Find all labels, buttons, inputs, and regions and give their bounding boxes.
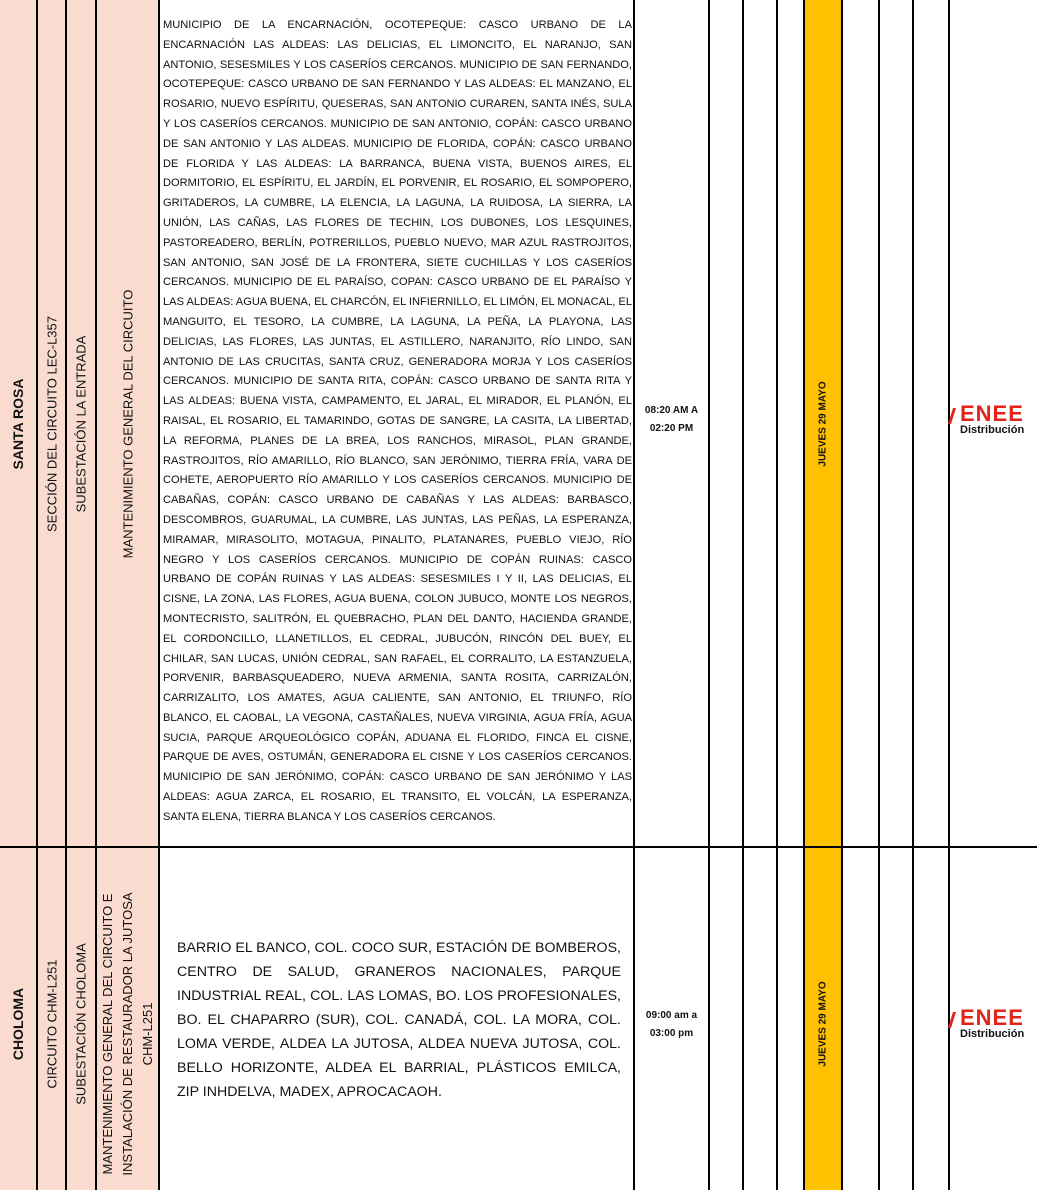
enee-logo	[948, 1006, 1037, 1046]
work-label	[98, 892, 158, 1175]
work-cell	[97, 848, 160, 1190]
work-label-line: MANTENIMIENTO GENERAL DEL CIRCUITO E	[99, 893, 115, 1175]
work-label-line: CHM-L251	[139, 1002, 155, 1066]
circuit-cell	[38, 0, 67, 847]
day-label: JUEVES 29 MAYO	[817, 380, 829, 467]
day-label: JUEVES 29 MAYO	[817, 981, 829, 1067]
enee-logo-sub: Distribución	[960, 424, 1025, 436]
schedule-row-2	[0, 848, 1037, 1190]
enee-logo-word: ENEE	[960, 1006, 1024, 1030]
day-cell	[805, 848, 843, 1190]
time-cell	[635, 0, 710, 847]
time-range	[635, 1007, 708, 1043]
empty-cell	[880, 848, 914, 1190]
region-cell	[0, 0, 38, 847]
empty-cell	[914, 0, 950, 847]
empty-cell	[880, 0, 914, 847]
work-cell	[97, 0, 160, 847]
time-start: 09:00 am a	[645, 1010, 698, 1021]
enee-logo	[948, 402, 1037, 442]
circuit-label: CIRCUITO CHM-L251	[44, 959, 59, 1089]
work-label-line: INSTALACIÓN DE RESTAURADOR LA JUTOSA	[119, 892, 135, 1176]
empty-cell	[843, 0, 880, 847]
substation-label: SUBESTACIÓN LA ENTRADA	[73, 335, 89, 512]
empty-cell	[744, 0, 778, 847]
time-end: 03:00 pm	[649, 1028, 694, 1039]
areas-cell	[160, 848, 635, 1190]
region-label: SANTA ROSA	[10, 378, 26, 469]
empty-cell	[778, 0, 805, 847]
substation-cell	[67, 0, 97, 847]
empty-cell	[778, 848, 805, 1190]
areas-cell	[160, 0, 635, 847]
empty-cell	[914, 848, 950, 1190]
substation-label: SUBESTACIÓN CHOLOMA	[73, 943, 89, 1105]
affected-areas-text: MUNICIPIO DE LA ENCARNACIÓN, OCOTEPEQUE: CASCO URBANO DE LA ENCARNACIÓN LAS ALDEAS: LAS DELICIAS, EL LIMONCITO, EL NARANJO, SAN ANTONIO, SESESMILES Y LOS CASERÍOS CERCANOS. MUNICIPIO DE SAN FERNANDO, OCOTEPEQUE: CASCO URBANO DE SAN FERNANDO Y LAS ALDEAS: EL MANZANO, EL ROSARIO, NUEVO ESPÍRITU, QUESERAS, SAN ANTONIO CURAREN, SANTA INÉS, SULA Y LOS CASERÍOS CERCANOS. MUNICIPIO DE SAN ANTONIO, COPÁN: CASCO URBANO DE SAN ANTONIO Y LAS ALDEAS. MUNICIPIO DE FLORIDA, COPÁN: CASCO URBANO DE FLORIDA Y LAS ALDEAS: LA BARRANCA, BUENA VISTA, BUENOS AIRES, EL DORMITORIO, EL ESPÍRITU, EL JARDÍN, EL PORVENIR, EL ROSARIO, EL SOMPOPERO, GRITADEROS, LA CUMBRE, LA ELENCIA, LA LAGUNA, LA RUIDOSA, LA SIERRA, LA UNIÓN, LAS CAÑAS, LAS FLORES DE TECHIN, LOS DUBONES, LOS LESQUINES, PASTOREADERO, BERLÍN, POTRERILLOS, PUEBLO NUEVO, MAR AZUL RASTROJITOS, SAN ANTONIO, SAN JOSÉ DE LA FRONTERA, SIETE CUCHILLAS Y LOS CASERÍOS CERCANOS. MUNICIPIO DE EL PARAÍSO, COPAN: CASCO URBANO DE EL PARAÍSO Y LAS ALDEAS: AGUA BUENA, EL CHARCÓN, EL INFIERNILLO, EL LIMÓN, EL MONACAL, EL MANGUITO, EL TESORO, LA CUMBRE, LA LAGUNA, LA PEÑA, LA PLAYONA, LAS DELICIAS, LAS FLORES, LAS JUNTAS, EL ASTILLERO, NARANJITO, RÍO LINDO, SAN ANTONIO DE LAS CRUCITAS, SANTA CRUZ, GENERADORA MORJA Y LOS CASERÍOS CERCANOS. MUNICIPIO DE SANTA RITA, COPÁN: CASCO URBANO DE SANTA RITA Y LAS ALDEAS: BUENA VISTA, CAMPAMENTO, EL JARAL, EL MIRADOR, EL PLANÓN, EL RAISAL, EL ROSARIO, EL TAMARINDO, GOTAS DE SANGRE, LA CASITA, LA LIBERTAD, LA REFORMA, PLANES DE LA BREA, LOS RANCHOS, MIRASOL, PLAN GRANDE, RASTROJITOS, RÍO AMARILLO, RÍO BLANCO, SAN JERÓNIMO, TIERRA FRÍA, VARA DE COHETE, AEROPUERTO RÍO AMARILLO Y LOS CASERÍOS CERCANOS. MUNICIPIO DE CABAÑAS, COPÁN: CASCO URBANO DE CABAÑAS Y LAS ALDEAS: BARBASCO, DESCOMBROS, GUARUMAL, LA CUMBRE, LAS JUNTAS, LAS PEÑAS, LA ESPERANZA, MIRAMAR, MIRASOLITO, MOTAGUA, PINALITO, PLATANARES, PUEBLO VIEJO, RÍO NEGRO Y LOS CASERÍOS CERCANOS. MUNICIPIO DE COPÁN RUINAS: CASCO URBANO DE COPÁN RUINAS Y LAS ALDEAS: SESESMILES I Y II, LAS DELICIAS, EL CISNE, LA ZONA, LAS FLORES, AGUA BUENA, COLON JUBUCO, MONTE LOS NEGROS, MONTECRISTO, SALITRÓN, EL QUEBRACHO, PLAN DEL DANTO, HACIENDA GRANDE, EL CORDONCILLO, LLANETILLOS, EL CEDRAL, JUBUCÓN, RINCÓN DEL BUEY, EL CHILAR, SAN LUCAS, UNIÓN CEDRAL, SAN RAFAEL, EL CORRALITO, LA ESTANZUELA, PORVENIR, BARBASQUEADERO, NUEVA ARMENIA, SANTA ROSITA, CARRIZALÓN, CARRIZALITO, LOS AMATES, AGUA CALIENTE, SAN ANTONIO, EL TRIUNFO, RÍO BLANCO, EL CAOBAL, LA VEGONA, CASTAÑALES, NUEVA VIRGINIA, AGUA FRÍA, AGUA SUCIA, PARQUE ARQUEOLÓGICO COPÁN, ADUANA EL FLORIDO, FINCA EL CISNE, PARQUE DE AVES, OSTUMÁN, GENERADORA EL CISNE Y LOS CASERÍOS CERCANOS. MUNICIPIO DE SAN JERÓNIMO, COPÁN: CASCO URBANO DE SAN JERÓNIMO Y LAS ALDEAS: AGUA ZARCA, EL ROSARIO, EL TRANSITO, EL VOLCÁN, LA ESPERANZA, SANTA ELENA, TIERRA BLANCA Y LOS CASERÍOS CERCANOS.	[163, 19, 632, 823]
enee-logo-mark	[948, 1012, 956, 1028]
time-cell	[635, 848, 710, 1190]
empty-cell	[710, 848, 744, 1190]
enee-logo-mark	[948, 408, 956, 424]
region-label: CHOLOMA	[10, 987, 26, 1061]
empty-cell	[744, 848, 778, 1190]
region-cell	[0, 848, 38, 1190]
day-cell	[805, 0, 843, 847]
time-range	[635, 402, 708, 438]
circuit-label: SECCIÓN DEL CIRCUITO LEC-L357	[44, 315, 59, 532]
time-start: 08:20 AM A	[644, 405, 699, 416]
enee-logo-sub: Distribución	[960, 1028, 1025, 1040]
circuit-cell	[38, 848, 67, 1190]
affected-areas-text: BARRIO EL BANCO, COL. COCO SUR, ESTACIÓN DE BOMBEROS, CENTRO DE SALUD, GRANEROS NACIONALES, PARQUE INDUSTRIAL REAL, COL. LAS LOMAS, BO. LOS PROFESIONALES, BO. EL CHAPARRO (SUR), COL. CANADÁ, COL. LA MORA, COL. LOMA VERDE, ALDEA LA JUTOSA, ALDEA NUEVA JUTOSA, COL. BELLO HORIZONTE, ALDEA EL BARRIAL, PLÁSTICOS EMILCA, ZIP INHDELVA, MADEX, APROCACAOH.	[177, 940, 621, 1100]
substation-cell	[67, 848, 97, 1190]
empty-cell	[843, 848, 880, 1190]
enee-logo-word: ENEE	[960, 402, 1024, 426]
empty-cell	[710, 0, 744, 847]
work-label: MANTENIMIENTO GENERAL DEL CIRCUITO	[120, 289, 135, 558]
time-end: 02:20 PM	[649, 423, 694, 434]
